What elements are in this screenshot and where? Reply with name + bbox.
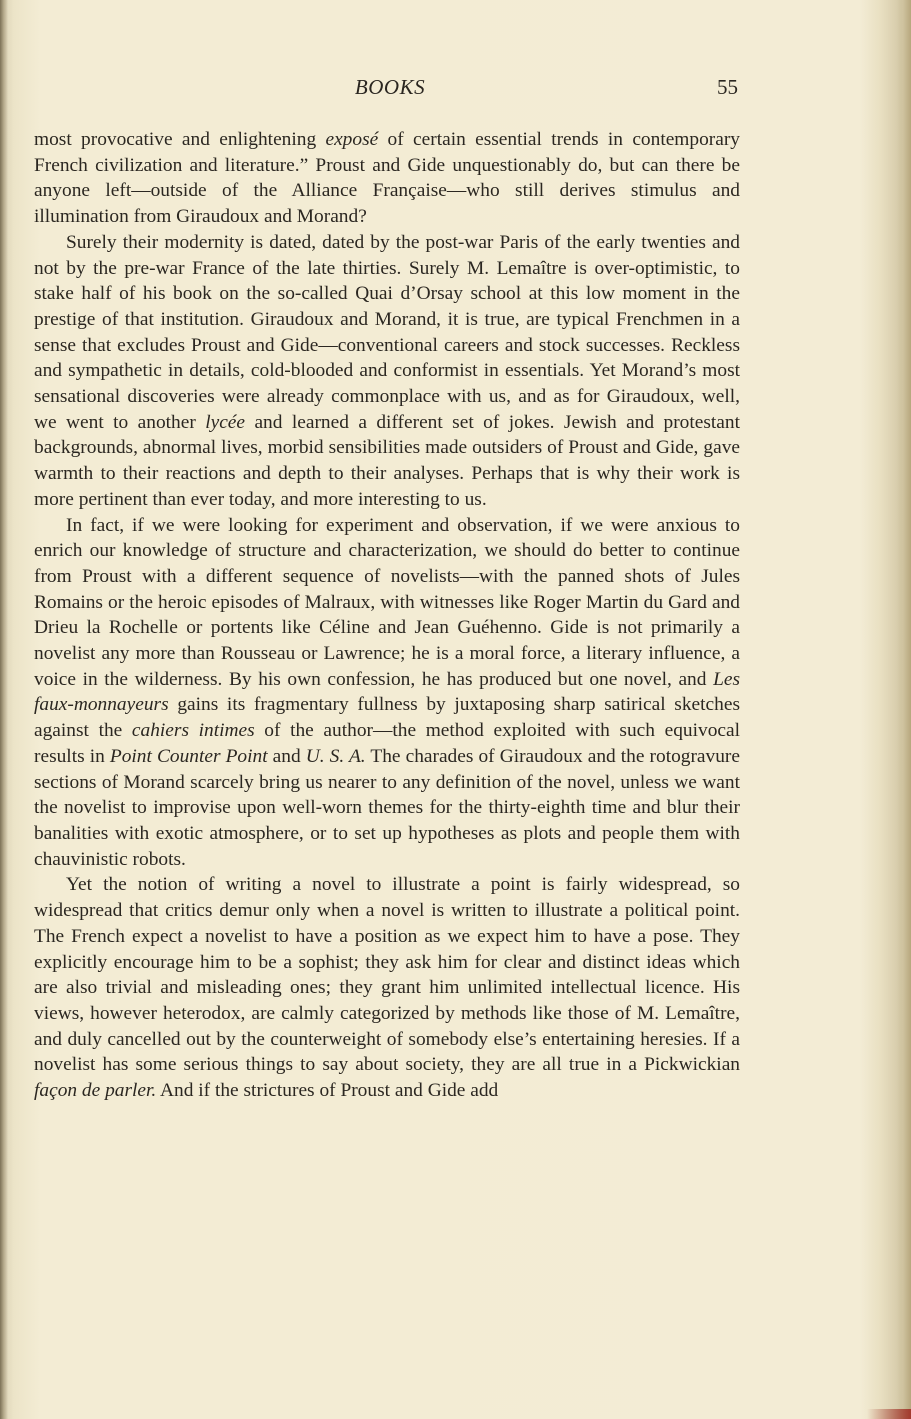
text-run: gains its fragmentary fullness by juxtaposing sharp satirical sketches against the <box>34 694 740 742</box>
italic-phrase: lycée <box>205 411 246 433</box>
paragraph <box>34 127 740 230</box>
text-run: Surely their modernity is dated, dated by the post-war Paris of the early twenties and not by the pre-war France of the late thirties. Surely M. Lemaître is over-optimistic, to stake half of his book on the so-called Quai d’Orsay school at this low moment in the prestige of that institution. Giraudoux and Morand, it is true, are typical Frenchmen in a sense that excludes Proust and Gide—conventional careers and stock successes. Reckless and sympathetic in details, cold-blooded and conformist in essentials. Yet Morand’s most sensational discoveries were already commonplace with us, and as for Giraudoux, well, we went to another <box>34 231 740 433</box>
page-corner-edge <box>867 1409 911 1419</box>
text-run: The charades of Giraudoux and the rotogravure sections of Morand scarcely bring us nearer to any definition of the novel, unless we want the novelist to improvise upon well-worn themes for the thirty-eighth time and blur their banalities with exotic atmosphere, or to set up hypotheses as plots and people them with chauvinistic robots. <box>34 745 740 870</box>
text-run: of certain essential trends in contemporary French civilization and literature.” Proust and Gide unquestionably do, but can there be anyone left—outside of the Alliance Française—who still derives stimulus and illumination from Giraudoux and Morand? <box>34 129 740 228</box>
page-header <box>0 75 911 105</box>
italic-phrase: exposé <box>325 129 379 150</box>
page-number: 55 <box>717 75 738 99</box>
italic-phrase: U. S. A. <box>305 745 366 767</box>
body-text <box>34 127 740 1104</box>
paragraph <box>34 872 740 1103</box>
binding-shadow <box>0 0 8 1419</box>
italic-phrase: Point Counter Point <box>109 745 268 767</box>
running-head: BOOKS <box>354 75 426 99</box>
paragraph <box>34 513 740 873</box>
text-run: In fact, if we were looking for experiment and observation, if we were anxious to enrich our knowledge of structure and characterization, we should do better to continue from Proust with a different sequence of novelists—with the panned shots of Jules Romains or the heroic episodes of Malraux, with witnesses like Roger Martin du Gard and Drieu la Rochelle or portents like Céline and Jean Guéhenno. Gide is not primarily a novelist any more than Rousseau or Lawrence; he is a moral force, a literary influence, a voice in the wilderness. By his own confession, he has produced but one novel, and <box>34 514 740 690</box>
paragraph <box>34 230 740 513</box>
italic-phrase: Les faux-monnayeurs <box>34 668 740 716</box>
italic-phrase: façon de parler. <box>34 1080 157 1102</box>
text-run: Yet the notion of writing a novel to illustrate a point is fairly widespread, so widespread that critics demur only when a novel is written to illustrate a political point. The French expect a novelist to have a position as we expect him to have a pose. They explicitly encourage him to be a sophist; they ask him for clear and distinct ideas which are also trivial and misleading ones; they grant him unlimited intellectual licence. His views, however heterodox, are calmly categorized by methods like those of M. Lemaître, and duly cancelled out by the counterweight of somebody else’s entertaining heresies. If a novelist has some serious things to say about society, they are all true in a Pickwickian <box>34 874 740 1076</box>
page-edge <box>897 0 911 1419</box>
italic-phrase: cahiers intimes <box>131 720 255 742</box>
text-run: and learned a different set of jokes. Jewish and protestant backgrounds, abnormal lives, morbid sensibilities made outsiders of Proust and Gide, gave warmth to their reactions and depth to their analyses. Perhaps that is why their work is more pertinent than ever today, and more interesting to us. <box>34 411 740 510</box>
text-run: most provocative and enlightening <box>34 129 326 150</box>
text-run: and <box>267 745 306 767</box>
text-run: of the author—the method exploited with such equivocal results in <box>34 720 740 767</box>
text-run: And if the strictures of Proust and Gide add <box>156 1080 499 1102</box>
